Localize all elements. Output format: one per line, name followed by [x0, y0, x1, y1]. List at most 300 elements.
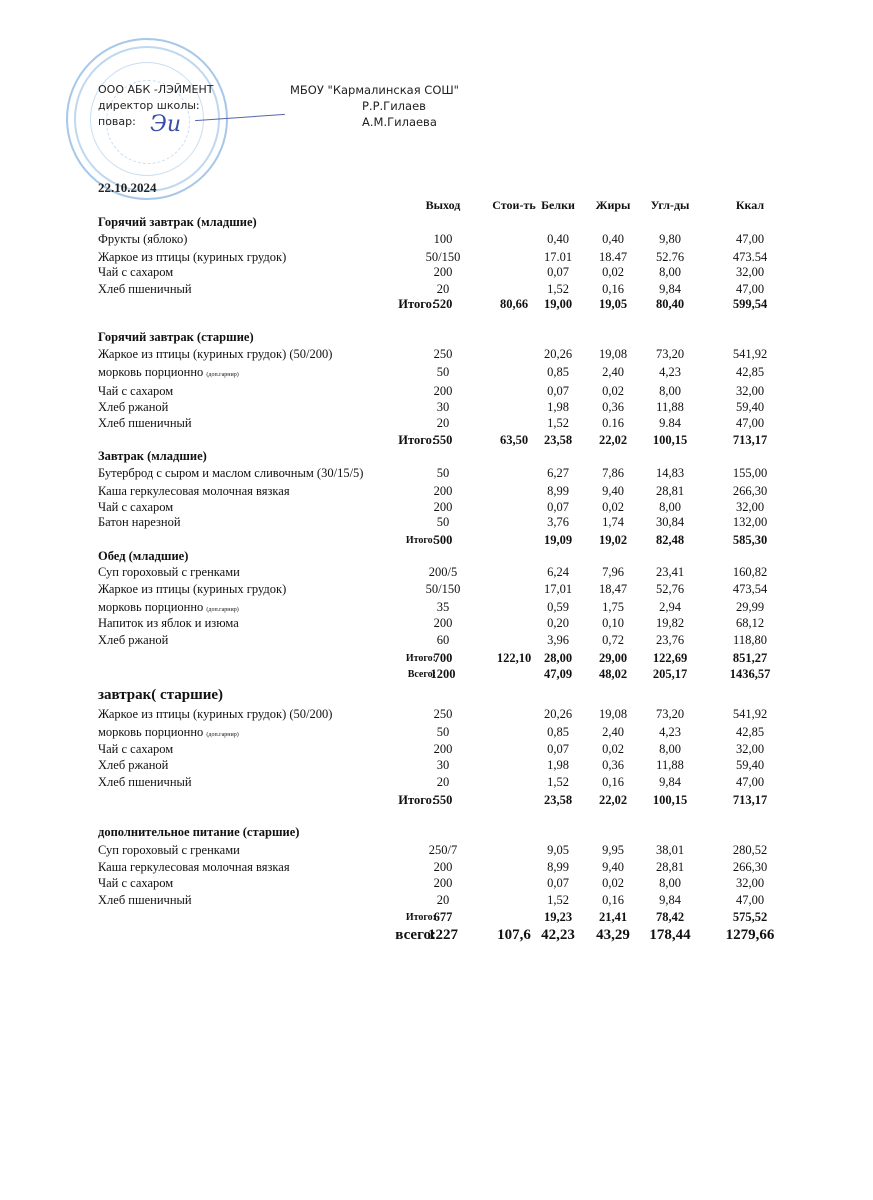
dish-fat: 0.16 — [602, 416, 624, 430]
dish-output: 50 — [436, 725, 450, 739]
dish-output: 20 — [436, 416, 450, 430]
dish-name-text: Жаркое из птицы (куриных грудок) (50/200) — [98, 347, 333, 361]
total-row — [98, 793, 778, 808]
dish-protein: 1,52 — [547, 416, 569, 430]
section-title — [98, 688, 778, 703]
dish-protein: 1,98 — [547, 400, 569, 414]
dish-kcal: 118,80 — [733, 633, 767, 647]
table-row — [98, 250, 778, 265]
dish-fat: 0,02 — [602, 384, 624, 398]
dish-fat: 9,95 — [602, 843, 624, 857]
approval-left — [98, 82, 213, 130]
dish-protein: 0,07 — [547, 876, 569, 890]
dish-output: 30 — [436, 400, 450, 414]
dish-name-text: Напиток из яблок и изюма — [98, 616, 239, 630]
dish-output: 20 — [436, 775, 450, 789]
dish-fat: 7,96 — [602, 565, 624, 579]
section-title — [98, 449, 778, 464]
table-row — [98, 707, 778, 722]
total-carbs: 78,42 — [655, 910, 685, 924]
dish-carbs: 9.84 — [659, 416, 681, 430]
total-fat: 29,00 — [598, 651, 628, 665]
dish-name — [98, 616, 239, 631]
dish-output: 60 — [436, 633, 450, 647]
grand-total-output: 1227 — [428, 927, 458, 943]
table-row — [98, 282, 778, 297]
table-row — [98, 600, 778, 615]
dish-protein: 1,52 — [547, 775, 569, 789]
dish-fat: 19,08 — [598, 707, 628, 721]
dish-name-text: Жаркое из птицы (куриных грудок) (50/200) — [98, 707, 333, 721]
dish-fat: 0,72 — [602, 633, 624, 647]
grand-total-label: всего: — [395, 927, 436, 943]
dish-name-text: Батон нарезной — [98, 515, 181, 529]
grand-total-carbs: 178,44 — [649, 927, 691, 943]
total-kcal: 713,17 — [732, 433, 768, 447]
dish-carbs: 8,00 — [659, 265, 681, 279]
dish-name — [98, 515, 181, 530]
dish-carbs: 23,76 — [655, 633, 685, 647]
dish-carbs: 52,76 — [655, 582, 685, 596]
dish-kcal: 32,00 — [735, 384, 765, 398]
director-name: Р.Р.Гилаев — [362, 99, 426, 113]
col-cost: Стои-ть — [492, 198, 536, 212]
total-protein: 23,58 — [543, 433, 573, 447]
dish-fat: 0,16 — [602, 893, 624, 907]
garnish-note: (доп.гарнир) — [206, 732, 239, 738]
dish-fat: 9,40 — [602, 484, 624, 498]
table-row — [98, 758, 778, 773]
dish-name — [98, 633, 168, 648]
dish-carbs: 9,84 — [659, 775, 681, 789]
section-title-text: Горячий завтрак (младшие) — [98, 215, 257, 229]
dish-protein: 0,07 — [547, 742, 569, 756]
garnish-note: (доп.гарнир) — [206, 607, 239, 613]
dish-fat: 0,02 — [602, 742, 624, 756]
total-cost: 63,50 — [499, 433, 529, 447]
total-output: 500 — [433, 533, 453, 547]
dish-carbs: 11,88 — [656, 758, 684, 772]
dish-carbs: 30,84 — [655, 515, 685, 529]
dish-carbs: 28,81 — [655, 860, 685, 874]
dish-protein: 6,27 — [547, 466, 569, 480]
dish-output: 250/7 — [428, 843, 458, 857]
total-label: Итого: — [398, 297, 436, 311]
section-title — [98, 215, 778, 230]
dish-name-text: Фрукты (яблоко) — [98, 232, 188, 246]
dish-name-text: морковь порционно — [98, 600, 204, 614]
col-kcal: Ккал — [735, 198, 765, 212]
total-carbs: 100,15 — [652, 793, 688, 807]
dish-name — [98, 582, 286, 597]
dish-carbs: 19,82 — [655, 616, 685, 630]
dish-carbs: 73,20 — [655, 347, 685, 361]
dish-name-text: Чай с сахаром — [98, 742, 174, 756]
grand-total-protein: 47,09 — [543, 667, 573, 681]
dish-carbs: 9,84 — [659, 282, 681, 296]
dish-fat: 1,75 — [602, 600, 624, 614]
dish-name — [98, 232, 187, 247]
dish-fat: 0,10 — [602, 616, 624, 630]
menu-date: 22.10.2024 — [98, 180, 157, 195]
dish-carbs: 28,81 — [655, 484, 685, 498]
dish-kcal: 155,00 — [732, 466, 768, 480]
dish-fat: 0,36 — [602, 400, 624, 414]
dish-protein: 0,59 — [547, 600, 569, 614]
dish-carbs: 14,83 — [655, 466, 685, 480]
table-row — [98, 616, 778, 631]
dish-kcal: 266,30 — [732, 860, 768, 874]
dish-protein: 6,24 — [547, 565, 569, 579]
total-label: Итого: — [405, 653, 436, 664]
dish-carbs: 9,84 — [659, 893, 681, 907]
dish-carbs: 73,20 — [655, 707, 685, 721]
total-row — [98, 297, 778, 312]
grand-total-output: 1200 — [430, 667, 456, 681]
dish-output: 200 — [433, 742, 453, 756]
total-kcal: 713,17 — [732, 793, 768, 807]
total-carbs: 100,15 — [652, 433, 688, 447]
total-output: 550 — [433, 793, 453, 807]
section-title-text: завтрак( старшие) — [98, 687, 224, 703]
grand-total-label: Всего: — [407, 669, 436, 680]
dish-carbs: 4,23 — [659, 365, 681, 379]
dish-kcal: 473,54 — [732, 582, 768, 596]
dish-name-text: Чай с сахаром — [98, 265, 174, 279]
grand-total-row — [98, 667, 778, 682]
dish-output: 50/150 — [425, 582, 461, 596]
dish-protein: 0,07 — [547, 265, 569, 279]
dish-kcal: 47,00 — [735, 893, 765, 907]
dish-name-text: Суп гороховый с гренками — [98, 843, 240, 857]
dish-fat: 0,02 — [602, 265, 624, 279]
total-output: 700 — [433, 651, 453, 665]
dish-output: 50 — [436, 365, 450, 379]
grand-total-carbs: 205,17 — [652, 667, 688, 681]
dish-kcal: 42,85 — [735, 725, 765, 739]
table-row — [98, 742, 778, 757]
dish-name — [98, 725, 239, 743]
dish-protein: 1,52 — [547, 893, 569, 907]
dish-output: 200 — [433, 616, 453, 630]
dish-name — [98, 265, 173, 280]
dish-name — [98, 876, 173, 891]
dish-kcal: 473.54 — [732, 250, 768, 264]
dish-output: 50/150 — [425, 250, 461, 264]
table-row — [98, 515, 778, 530]
dish-protein: 0,20 — [547, 616, 569, 630]
dish-name-text: Хлеб ржаной — [98, 633, 169, 647]
dish-protein: 20,26 — [543, 347, 573, 361]
cook-name: А.М.Гилаева — [362, 115, 437, 129]
total-carbs: 122,69 — [652, 651, 688, 665]
dish-carbs: 8,00 — [659, 742, 681, 756]
dish-kcal: 280,52 — [732, 843, 768, 857]
section-title-text: дополнительное питание (старшие) — [98, 825, 300, 839]
grand-total-cost: 107,6 — [497, 927, 531, 943]
dish-output: 20 — [436, 893, 450, 907]
dish-kcal: 32,00 — [735, 876, 765, 890]
total-protein: 23,58 — [543, 793, 573, 807]
total-kcal: 851,27 — [732, 651, 768, 665]
table-row — [98, 232, 778, 247]
total-protein: 19,09 — [543, 533, 573, 547]
total-protein: 28,00 — [543, 651, 573, 665]
dish-protein: 8,99 — [547, 860, 569, 874]
dish-kcal: 47,00 — [735, 416, 765, 430]
dish-carbs: 11,88 — [656, 400, 684, 414]
dish-name — [98, 384, 173, 399]
dish-output: 200 — [433, 500, 453, 514]
dish-kcal: 541,92 — [732, 347, 768, 361]
dish-carbs: 52.76 — [655, 250, 685, 264]
dish-name — [98, 758, 168, 773]
dish-kcal: 42,85 — [735, 365, 765, 379]
dish-name — [98, 565, 240, 580]
dish-fat: 19,08 — [598, 347, 628, 361]
table-row — [98, 347, 778, 362]
table-row — [98, 893, 778, 908]
table-row — [98, 582, 778, 597]
dish-name-text: Каша геркулесовая молочная вязкая — [98, 860, 290, 874]
dish-fat: 18.47 — [598, 250, 628, 264]
dish-output: 50 — [436, 515, 450, 529]
dish-protein: 17.01 — [543, 250, 573, 264]
total-carbs: 80,40 — [655, 297, 685, 311]
dish-output: 200/5 — [428, 565, 458, 579]
table-row — [98, 365, 778, 380]
dish-output: 200 — [433, 860, 453, 874]
dish-name — [98, 484, 290, 499]
dish-name-text: Бутерброд с сыром и маслом сливочным (30/15/5) — [98, 466, 364, 480]
grand-total-fat: 43,29 — [596, 927, 630, 943]
table-row — [98, 860, 778, 875]
dish-output: 250 — [433, 347, 453, 361]
dish-name-text: морковь порционно — [98, 725, 204, 739]
dish-name-text: Хлеб пшеничный — [98, 775, 192, 789]
director-role: директор школы: — [98, 99, 200, 112]
dish-output: 250 — [433, 707, 453, 721]
table-row — [98, 265, 778, 280]
dish-protein: 8,99 — [547, 484, 569, 498]
dish-output: 100 — [433, 232, 453, 246]
section-title-text: Завтрак (младшие) — [98, 449, 207, 463]
dish-kcal: 32,00 — [735, 500, 765, 514]
dish-carbs: 2,94 — [659, 600, 681, 614]
table-row — [98, 725, 778, 740]
dish-fat: 0,16 — [602, 775, 624, 789]
dish-kcal: 47,00 — [735, 232, 765, 246]
dish-kcal: 132,00 — [732, 515, 768, 529]
dish-name-text: Чай с сахаром — [98, 500, 174, 514]
section-title — [98, 825, 778, 840]
total-label: Итого: — [405, 535, 436, 546]
total-protein: 19,23 — [543, 910, 573, 924]
dish-name-text: Суп гороховый с гренками — [98, 565, 240, 579]
total-output: 550 — [433, 433, 453, 447]
total-output: 520 — [433, 297, 453, 311]
dish-kcal: 32,00 — [735, 265, 765, 279]
dish-name — [98, 250, 286, 265]
dish-kcal: 59,40 — [735, 400, 765, 414]
dish-name — [98, 707, 332, 722]
dish-fat: 0,16 — [602, 282, 624, 296]
table-row — [98, 876, 778, 891]
dish-carbs: 9,80 — [659, 232, 681, 246]
dish-name-text: морковь порционно — [98, 365, 204, 379]
dish-output: 200 — [433, 384, 453, 398]
approval-right — [290, 82, 459, 130]
grand-total-row — [98, 928, 778, 943]
school-name: МБОУ "Кармалинская СОШ" — [290, 83, 459, 97]
col-protein: Белки — [541, 198, 575, 212]
dish-protein: 20,26 — [543, 707, 573, 721]
dish-kcal: 160,82 — [732, 565, 768, 579]
dish-name — [98, 365, 239, 383]
signature-mark: Эи — [150, 112, 182, 137]
table-row — [98, 384, 778, 399]
dish-fat: 0,36 — [602, 758, 624, 772]
dish-name-text: Хлеб пшеничный — [98, 416, 192, 430]
grand-total-kcal: 1436,57 — [729, 667, 771, 681]
table-row — [98, 843, 778, 858]
section-title-text: Обед (младшие) — [98, 549, 189, 563]
dish-name — [98, 282, 192, 297]
dish-name — [98, 775, 192, 790]
dish-fat: 0,02 — [602, 500, 624, 514]
total-label: Итого: — [398, 433, 436, 447]
total-label: Итого: — [405, 912, 436, 923]
dish-protein: 9,05 — [547, 843, 569, 857]
section-title — [98, 549, 778, 564]
dish-protein: 0,85 — [547, 365, 569, 379]
total-label: Итого: — [398, 793, 436, 807]
dish-name-text: Чай с сахаром — [98, 876, 174, 890]
total-protein: 19,00 — [543, 297, 573, 311]
column-headers — [98, 198, 778, 213]
dish-output: 30 — [436, 758, 450, 772]
dish-protein: 3,76 — [547, 515, 569, 529]
dish-carbs: 23,41 — [655, 565, 685, 579]
dish-carbs: 8,00 — [659, 500, 681, 514]
dish-kcal: 59,40 — [735, 758, 765, 772]
total-kcal: 599,54 — [732, 297, 768, 311]
dish-kcal: 68,12 — [735, 616, 765, 630]
dish-name-text: Хлеб пшеничный — [98, 893, 192, 907]
grand-total-fat: 48,02 — [598, 667, 628, 681]
dish-fat: 0,02 — [602, 876, 624, 890]
dish-fat: 2,40 — [602, 365, 624, 379]
table-row — [98, 775, 778, 790]
dish-output: 200 — [433, 265, 453, 279]
dish-name-text: Хлеб ржаной — [98, 400, 169, 414]
dish-carbs: 38,01 — [655, 843, 685, 857]
dish-protein: 17,01 — [543, 582, 573, 596]
dish-name — [98, 347, 332, 362]
dish-name — [98, 400, 168, 415]
dish-kcal: 32,00 — [735, 742, 765, 756]
dish-name-text: Жаркое из птицы (куриных грудок) — [98, 250, 287, 264]
dish-name-text: Жаркое из птицы (куриных грудок) — [98, 582, 287, 596]
table-row — [98, 416, 778, 431]
dish-fat: 2,40 — [602, 725, 624, 739]
dish-name — [98, 843, 240, 858]
dish-name — [98, 742, 173, 757]
total-row — [98, 910, 778, 925]
dish-protein: 0,85 — [547, 725, 569, 739]
table-row — [98, 466, 778, 481]
total-fat: 19,05 — [598, 297, 628, 311]
table-row — [98, 565, 778, 580]
dish-name-text: Чай с сахаром — [98, 384, 174, 398]
cook-role: повар: — [98, 115, 136, 128]
table-row — [98, 633, 778, 648]
dish-kcal: 47,00 — [735, 282, 765, 296]
total-carbs: 82,48 — [655, 533, 685, 547]
col-carbs: Угл-ды — [650, 198, 690, 212]
dish-carbs: 4,23 — [659, 725, 681, 739]
total-kcal: 585,30 — [732, 533, 768, 547]
garnish-note: (доп.гарнир) — [206, 372, 239, 378]
col-out: Выход — [425, 198, 461, 212]
dish-kcal: 29,99 — [735, 600, 765, 614]
dish-name — [98, 860, 290, 875]
total-row — [98, 533, 778, 548]
table-row — [98, 484, 778, 499]
section-title-text: Горячий завтрак (старшие) — [98, 330, 254, 344]
dish-protein: 3,96 — [547, 633, 569, 647]
dish-protein: 0,07 — [547, 500, 569, 514]
grand-total-protein: 42,23 — [541, 927, 575, 943]
total-cost: 80,66 — [499, 297, 529, 311]
dish-kcal: 541,92 — [732, 707, 768, 721]
org-name: ООО АБК -ЛЭЙМЕНТ — [98, 83, 214, 96]
total-fat: 21,41 — [598, 910, 628, 924]
dish-name — [98, 500, 173, 515]
total-fat: 22,02 — [598, 793, 628, 807]
total-kcal: 575,52 — [732, 910, 768, 924]
dish-fat: 9,40 — [602, 860, 624, 874]
dish-name — [98, 893, 192, 908]
total-fat: 22,02 — [598, 433, 628, 447]
dish-name — [98, 466, 363, 481]
dish-output: 200 — [433, 876, 453, 890]
col-fat: Жиры — [595, 198, 631, 212]
table-row — [98, 500, 778, 515]
dish-carbs: 8,00 — [659, 384, 681, 398]
total-row — [98, 433, 778, 448]
dish-output: 35 — [436, 600, 450, 614]
dish-carbs: 8,00 — [659, 876, 681, 890]
dish-protein: 1,52 — [547, 282, 569, 296]
dish-name — [98, 416, 192, 431]
dish-protein: 0,40 — [547, 232, 569, 246]
dish-name-text: Хлеб ржаной — [98, 758, 169, 772]
dish-name-text: Хлеб пшеничный — [98, 282, 192, 296]
dish-name-text: Каша геркулесовая молочная вязкая — [98, 484, 290, 498]
total-cost: 122,10 — [496, 651, 532, 665]
total-row — [98, 651, 778, 666]
dish-output: 50 — [436, 466, 450, 480]
total-output: 677 — [433, 910, 453, 924]
dish-fat: 18,47 — [598, 582, 628, 596]
dish-output: 200 — [433, 484, 453, 498]
total-fat: 19,02 — [598, 533, 628, 547]
dish-kcal: 266,30 — [732, 484, 768, 498]
dish-output: 20 — [436, 282, 450, 296]
dish-kcal: 47,00 — [735, 775, 765, 789]
section-title — [98, 330, 778, 345]
